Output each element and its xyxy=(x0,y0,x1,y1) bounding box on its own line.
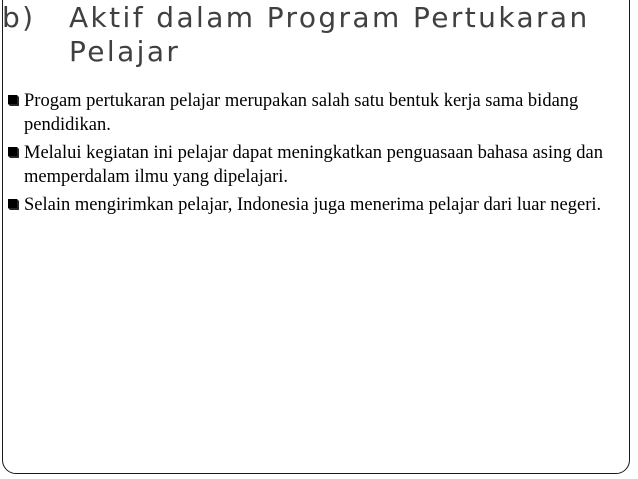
slide-frame xyxy=(2,0,630,474)
bullet-item xyxy=(6,89,628,137)
bullet-list xyxy=(6,89,628,221)
bullet-text: Progam pertukaran pelajar merupakan salah satu bentuk kerja sama bidang pendidikan. xyxy=(24,91,579,135)
title-line-1: Aktif dalam Program Pertukaran xyxy=(69,1,590,34)
title-marker: b) xyxy=(2,1,36,34)
bullet-text: Melalui kegiatan ini pelajar dapat meningkatkan penguasaan bahasa asing dan memperdalam ilmu yang dipelajari. xyxy=(24,143,603,187)
square-bullet-icon xyxy=(6,94,20,108)
title-line-2: Pelajar xyxy=(69,35,181,68)
bullet-item xyxy=(6,141,628,189)
square-bullet-icon xyxy=(6,146,20,160)
bullet-item xyxy=(6,193,628,217)
bullet-text: Selain mengirimkan pelajar, Indonesia juga menerima pelajar dari luar negeri. xyxy=(24,195,602,215)
square-bullet-icon xyxy=(6,198,20,212)
